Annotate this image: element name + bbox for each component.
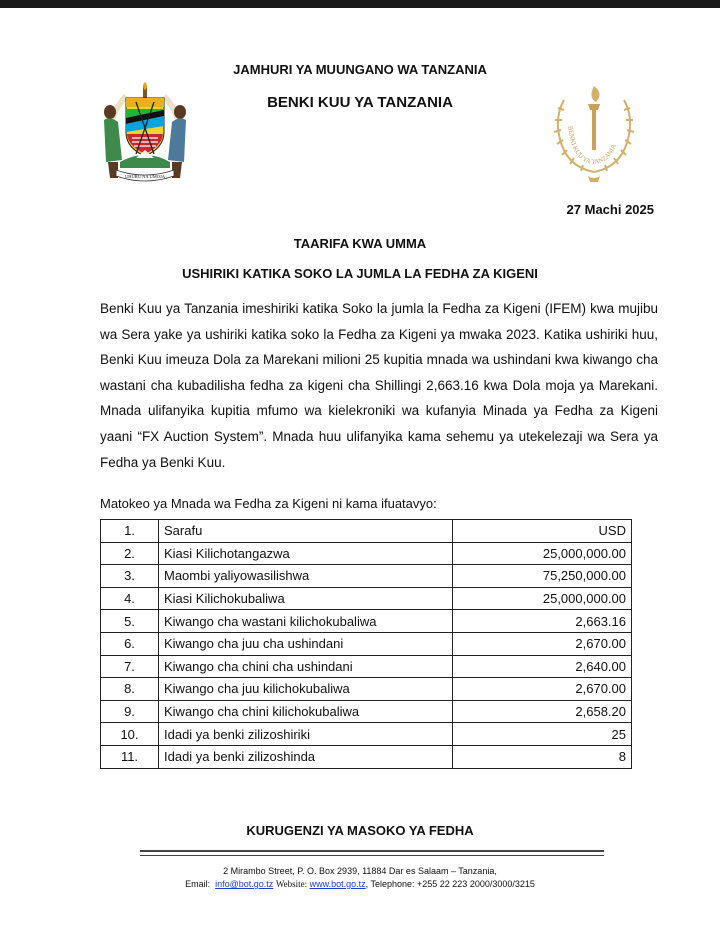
row-value: 2,663.16 [453, 610, 632, 633]
table-row [101, 565, 632, 588]
table-row [101, 678, 632, 701]
footer-contact [0, 879, 720, 889]
table-row [101, 655, 632, 678]
row-value: 75,250,000.00 [453, 565, 632, 588]
row-number: 8. [101, 678, 159, 701]
country-heading: JAMHURI YA MUUNGANO WA TANZANIA [233, 62, 487, 77]
row-item: Idadi ya benki zilizoshinda [159, 745, 453, 768]
email-link[interactable]: info@bot.go.tz [215, 879, 274, 889]
website-link[interactable]: www.bot.go.tz [309, 879, 366, 889]
results-intro: Matokeo ya Mnada wa Fedha za Kigeni ni kama ifuatavyo: [100, 496, 437, 511]
row-number: 4. [101, 587, 159, 610]
table-row [101, 700, 632, 723]
table-row [101, 610, 632, 633]
auction-results-table [100, 519, 632, 769]
row-number: 7. [101, 655, 159, 678]
row-value: 25,000,000.00 [453, 587, 632, 610]
table-row [101, 632, 632, 655]
footer-address: 2 Mirambo Street, P. O. Box 2939, 11884 Dar es Salaam – Tanzania, [223, 866, 497, 876]
email-label: Email: [185, 879, 211, 889]
row-value: USD [453, 520, 632, 543]
row-number: 5. [101, 610, 159, 633]
row-item: Kiasi Kilichotangazwa [159, 542, 453, 565]
row-item: Kiwango cha wastani kilichokubaliwa [159, 610, 453, 633]
department-name: KURUGENZI YA MASOKO YA FEDHA [246, 823, 474, 838]
table-row [101, 520, 632, 543]
svg-text:BENKI KUU YA TANZANIA: BENKI KUU YA TANZANIA [566, 125, 618, 167]
row-number: 9. [101, 700, 159, 723]
row-item: Kiwango cha chini kilichokubaliwa [159, 700, 453, 723]
row-item: Kiasi Kilichokubaliwa [159, 587, 453, 610]
document-date: 27 Machi 2025 [566, 202, 654, 217]
row-item: Kiwango cha chini cha ushindani [159, 655, 453, 678]
footer-divider-thin [140, 855, 604, 856]
table-row [101, 745, 632, 768]
row-number: 1. [101, 520, 159, 543]
top-edge-bar [0, 0, 720, 8]
telephone-text: , Telephone: +255 22 223 2000/3000/3215 [365, 879, 535, 889]
notice-subject: USHIRIKI KATIKA SOKO LA JUMLA LA FEDHA ZA KIGENI [182, 266, 538, 281]
body-paragraph: Benki Kuu ya Tanzania imeshiriki katika Soko la jumla la Fedha za Kigeni (IFEM) kwa mujibu wa Sera yake ya ushiriki katika soko la Fedha za Kigeni ya mwaka 2023. Katika ushiriki huu, Benki Kuu imeuza Dola za Marekani milioni 25 kupitia mnada wa ushindani kwa kiwango cha wastani cha kubadilisha fedha za kigeni cha Shillingi 2,663.16 kwa Dola moja ya Marekani. Mnada ulifanyika kupitia mfumo wa kielekroniki wa kufanyia Minada ya Fedha za Kigeni yaani “FX Auction System”. Mnada huu ulifanyika kama sehemu ya utekelezaji wa Sera ya Fedha ya Benki Kuu. [100, 301, 658, 470]
svg-text:UHURU NA UMOJA: UHURU NA UMOJA [124, 174, 166, 179]
row-item: Sarafu [159, 520, 453, 543]
row-value: 2,670.00 [453, 678, 632, 701]
row-number: 10. [101, 723, 159, 746]
row-value: 8 [453, 745, 632, 768]
table-row [101, 723, 632, 746]
row-item: Maombi yaliyowasilishwa [159, 565, 453, 588]
row-value: 25,000,000.00 [453, 542, 632, 565]
row-number: 2. [101, 542, 159, 565]
row-value: 2,670.00 [453, 632, 632, 655]
table-row [101, 542, 632, 565]
table-row [101, 587, 632, 610]
row-item: Kiwango cha juu kilichokubaliwa [159, 678, 453, 701]
row-value: 2,640.00 [453, 655, 632, 678]
row-item: Idadi ya benki zilizoshiriki [159, 723, 453, 746]
row-item: Kiwango cha juu cha ushindani [159, 632, 453, 655]
footer-divider [140, 850, 604, 852]
row-value: 25 [453, 723, 632, 746]
row-value: 2,658.20 [453, 700, 632, 723]
bank-heading: BENKI KUU YA TANZANIA [267, 94, 453, 111]
row-number: 3. [101, 565, 159, 588]
notice-title: TAARIFA KWA UMMA [293, 236, 427, 251]
row-number: 11. [101, 745, 159, 768]
website-label: Website: [275, 879, 308, 889]
tanzania-coat-of-arms-icon [96, 82, 194, 182]
row-number: 6. [101, 632, 159, 655]
bank-of-tanzania-torch-logo-icon [548, 82, 640, 188]
